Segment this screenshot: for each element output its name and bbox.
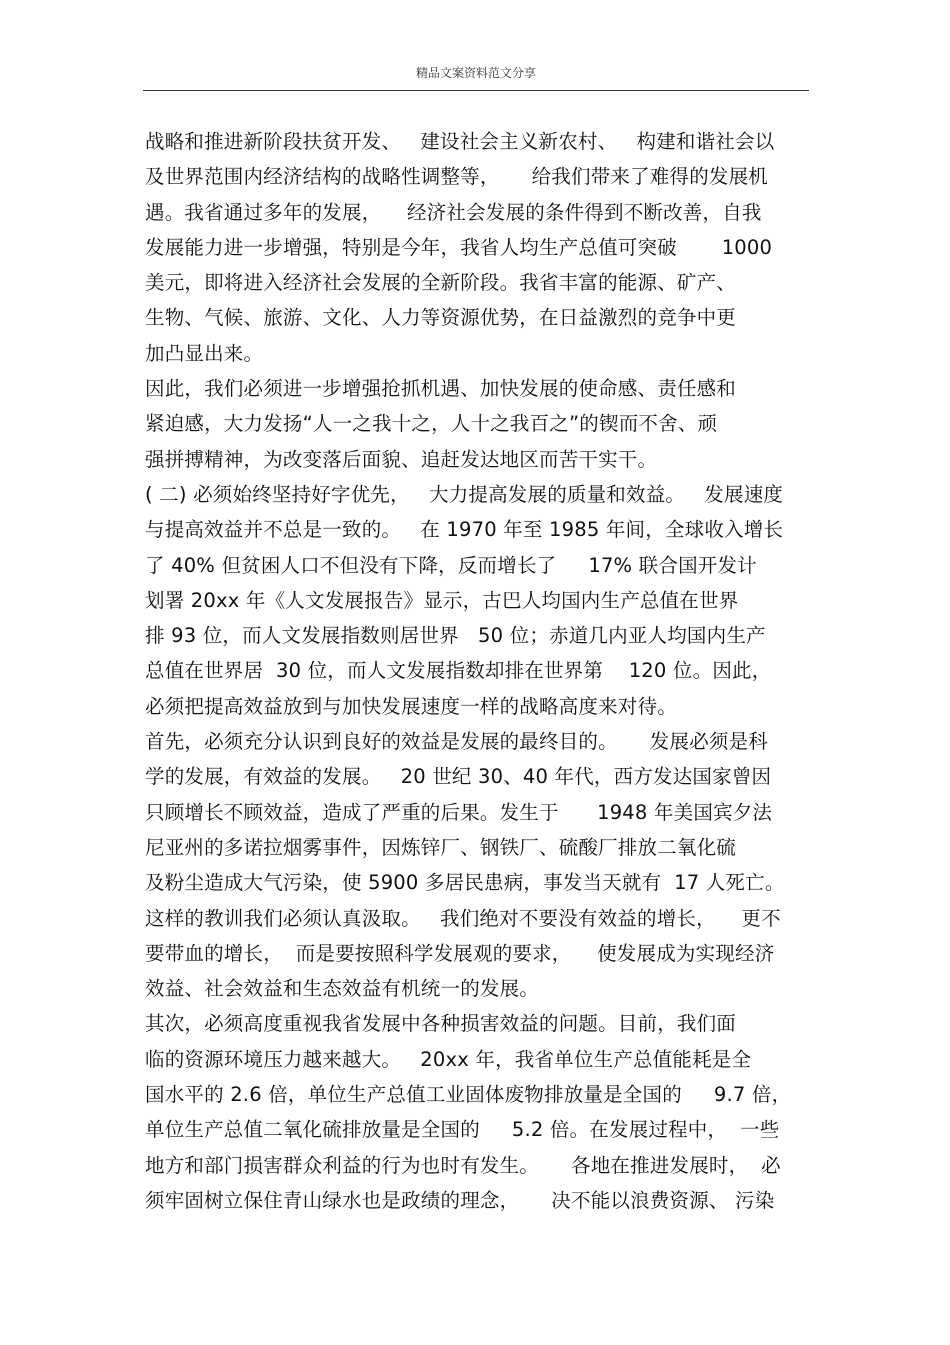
text-line: 要带血的增长， 而是要按照科学发展观的要求， 使发展成为实现经济: [145, 941, 775, 965]
text-line: 其次，必须高度重视我省发展中各种损害效益的问题。目前，我们面: [145, 1012, 737, 1036]
text-line: 划署 20xx 年《人文发展报告》显示，古巴人均国内生产总值在世界: [145, 588, 739, 612]
header-divider: [143, 90, 809, 91]
text-line: ( 二) 必须始终坚持好字优先， 大力提高发展的质量和效益。 发展速度: [145, 482, 784, 506]
text-line: 因此，我们必须进一步增强抢抓机遇、加快发展的使命感、责任感和: [145, 377, 737, 401]
text-line: 与提高效益并不总是一致的。 在 1970 年至 1985 年间，全球收入增长: [145, 518, 784, 542]
text-line: 及粉尘造成大气污染，使 5900 多居民患病，事发当天就有 17 人死亡。: [145, 871, 785, 895]
text-line: 加凸显出来。: [145, 341, 264, 365]
text-line: 临的资源环境压力越来越大。 20xx 年，我省单位生产总值能耗是全: [145, 1047, 752, 1071]
text-line: 了 40% 但贫困人口不但没有下降，反而增长了 17% 联合国开发计: [145, 553, 757, 577]
text-line: 总值在世界居 30 位，而人文发展指数却排在世界第 120 位。因此，: [145, 659, 772, 683]
text-line: 美元，即将进入经济社会发展的全新阶段。我省丰富的能源、矿产、: [145, 271, 737, 295]
text-line: 战略和推进新阶段扶贫开发、 建设社会主义新农村、 构建和谐社会以: [145, 130, 775, 153]
text-line: 生物、气候、旅游、文化、人力等资源优势，在日益激烈的竞争中更: [145, 306, 737, 330]
text-line: 必须把提高效益放到与加快发展速度一样的战略高度来对待。: [145, 694, 677, 718]
text-line: 强拼搏精神，为改变落后面貌、追赶发达地区而苦干实干。: [145, 447, 658, 471]
text-line: 只顾增长不顾效益，造成了严重的后果。发生于 1948 年美国宾夕法: [145, 800, 773, 824]
page-header: 精品文案资料范文分享: [415, 66, 536, 80]
text-line: 地方和部门损害群众利益的行为也时有发生。 各地在推进发展时， 必: [145, 1153, 781, 1177]
text-line: 尼亚州的多诺拉烟雾事件，因炼锌厂、钢铁厂、硫酸厂排放二氧化硫: [145, 835, 737, 859]
text-line: 遇。我省通过多年的发展， 经济社会发展的条件得到不断改善，自我: [145, 200, 762, 224]
text-line: 及世界范围内经济结构的战略性调整等， 给我们带来了难得的发展机: [145, 165, 768, 189]
text-line: 效益、社会效益和生态效益有机统一的发展。: [145, 977, 540, 1001]
text-line: 学的发展，有效益的发展。 20 世纪 30、40 年代，西方发达国家曾因: [145, 765, 772, 789]
text-line: 排 93 位，而人文发展指数则居世界 50 位；赤道几内亚人均国内生产: [145, 624, 766, 648]
document-body: [145, 124, 825, 1218]
text-line: 单位生产总值二氧化硫排放量是全国的 5.2 倍。在发展过程中， 一些: [145, 1118, 780, 1142]
text-line: 紧迫感，大力发扬“人一之我十之，人十之我百之”的锲而不舍、顽: [145, 412, 718, 436]
text-line: 发展能力进一步增强，特别是今年，我省人均生产总值可突破 1000: [145, 235, 773, 259]
text-line: 首先，必须充分认识到良好的效益是发展的最终目的。 发展必须是科: [145, 730, 768, 754]
text-line: 须牢固树立保住青山绿水也是政绩的理念， 决不能以浪费资源、 污染: [145, 1188, 775, 1212]
text-line: 这样的教训我们必须认真汲取。 我们绝对不要没有效益的增长， 更不: [145, 906, 781, 930]
text-line: 国水平的 2.6 倍，单位生产总值工业固体废物排放量是全国的 9.7 倍，: [145, 1083, 792, 1107]
